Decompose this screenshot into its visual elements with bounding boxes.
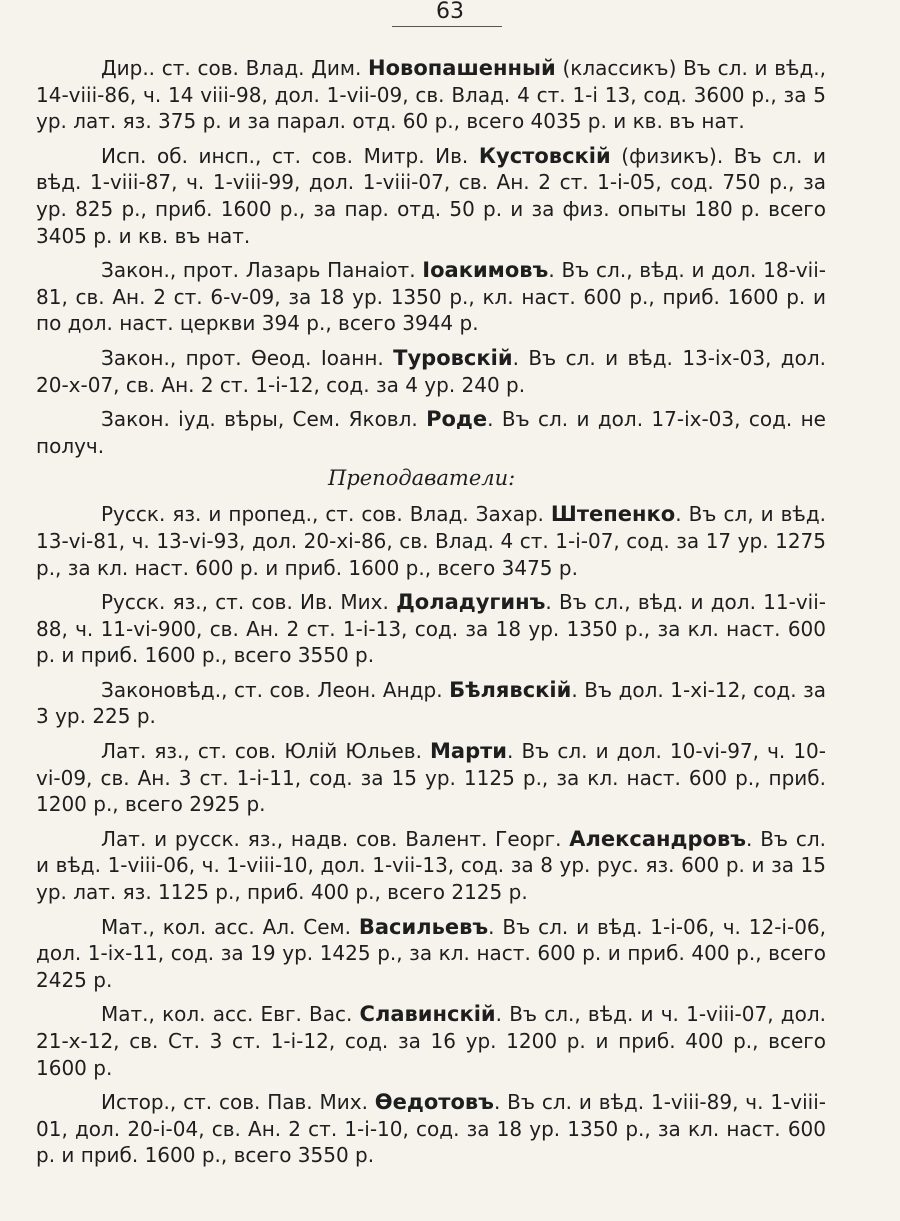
staff-entry xyxy=(36,345,826,398)
staff-surname: Кустовскій xyxy=(478,143,611,168)
entry-position-text: Мат., кол. асс. Ал. Сем. xyxy=(101,914,359,939)
staff-surname: Іоакимовъ xyxy=(422,258,549,283)
page-content xyxy=(36,55,826,1177)
entry-position-text: Законовѣд., ст. сов. Леон. Андр. xyxy=(101,677,450,702)
staff-surname: Туровскій xyxy=(393,345,513,370)
entry-position-text: Лат. и русск. яз., надв. сов. Валент. Георг. xyxy=(101,826,570,851)
entry-service-details: (физикъ). Въ сл. и вѣд. 1-viii-87, ч. 1-viii-99, дол. 1-viii-07, св. Ан. 2 ст. 1-i-05, сод. 750 р., за ур. 825 р., приб. 1600 р., за пар. отд. 50 р. и за физ. опыты 180 р. всего 3405 р. и кв. въ нат. xyxy=(36,143,827,248)
staff-entry xyxy=(36,257,826,337)
staff-entry xyxy=(36,143,826,249)
entries-after-section xyxy=(36,501,826,1169)
staff-surname: Славинскій xyxy=(359,1002,496,1027)
staff-entry xyxy=(36,826,826,906)
staff-entry xyxy=(36,406,826,459)
entry-service-details: . Въ сл. и вѣд. 1-viii-89, ч. 1-viii-01, дол. 20-i-04, св. Ан. 2 ст. 1-i-10, сод. за 18 ур. 1350 р., за кл. наст. 600 р. и приб. 1600 р., всего 3550 р. xyxy=(36,1090,826,1168)
entry-service-details: (классикъ) Въ сл. и вѣд., 14-viii-86, ч. 14 viii-98, дол. 1-vii-09, св. Влад. 4 ст. 1-i 13, сод. 3600 р., за 5 ур. лат. яз. 375 р. и за парал. отд. 60 р., всего 4035 р. и кв. въ нат. xyxy=(36,56,827,134)
entry-service-details: . Въ сл. и вѣд. 1-i-06, ч. 12-i-06, дол. 1-ix-11, сод. за 19 ур. 1425 р., за кл. наст. 600 р. и приб. 400 р., всего 2425 р. xyxy=(36,914,826,992)
staff-entry xyxy=(36,738,826,818)
page-number: 63 xyxy=(436,0,464,24)
entry-service-details: . Въ сл. и вѣд. 1-viii-06, ч. 1-viii-10, дол. 1-vii-13, сод. за 8 ур. рус. яз. 600 р. и за 15 ур. лат. яз. 1125 р., приб. 400 р., всего 2125 р. xyxy=(36,826,827,905)
staff-surname: Бѣлявскій xyxy=(449,677,572,702)
entry-service-details: . Въ сл. и дол. 10-vi-97, ч. 10-vi-09, св. Ан. 3 ст. 1-i-11, сод. за 15 ур. 1125 р., за кл. наст. 600 р., приб. 1200 р., всего 2925 р. xyxy=(36,739,826,817)
entry-position-text: Русск. яз. и пропед., ст. сов. Влад. Захар. xyxy=(101,502,551,527)
entry-position-text: Исп. об. инсп., ст. сов. Митр. Ив. xyxy=(101,143,479,168)
staff-surname: Доладугинъ xyxy=(396,590,546,615)
entry-position-text: Закон., прот. Өеод. Іоанн. xyxy=(101,345,394,370)
staff-entry xyxy=(36,677,826,730)
staff-entry xyxy=(36,1089,826,1169)
entry-service-details: . Въ дол. 1-xi-12, сод. за 3 ур. 225 р. xyxy=(36,677,826,729)
staff-surname: Роде xyxy=(426,407,488,432)
staff-surname: Новопашенный xyxy=(368,56,556,80)
staff-surname: Александровъ xyxy=(569,826,747,851)
entry-position-text: Лат. яз., ст. сов. Юлій Юльев. xyxy=(101,739,431,764)
staff-surname: Марти xyxy=(430,739,508,764)
entry-position-text: Дир.. ст. сов. Влад. Дим. xyxy=(101,56,369,80)
section-title: Преподаватели: xyxy=(328,466,516,491)
entry-position-text: Мат., кол. асс. Евг. Вас. xyxy=(101,1002,360,1027)
entries-before-section xyxy=(36,55,826,459)
staff-entry xyxy=(36,1001,826,1081)
entry-position-text: Истор., ст. сов. Пав. Мих. xyxy=(101,1090,375,1115)
entry-service-details: . Въ сл. и дол. 17-ix-03, сод. не получ. xyxy=(36,407,826,458)
entry-service-details: . Въ сл., вѣд. и ч. 1-viii-07, дол. 21-x-12, св. Ст. 3 ст. 1-i-12, сод. за 16 ур. 1200 р. и приб. 400 р., всего 1600 р. xyxy=(36,1002,826,1080)
staff-surname: Өедотовъ xyxy=(374,1090,494,1115)
header-rule xyxy=(392,26,502,27)
staff-entry xyxy=(36,589,826,669)
entry-service-details: . Въ сл. и вѣд. 13-ix-03, дол. 20-x-07, св. Ан. 2 ст. 1-i-12, сод. за 4 ур. 240 р. xyxy=(36,345,827,397)
staff-surname: Васильевъ xyxy=(358,914,489,939)
entry-service-details: . Въ сл., вѣд. и дол. 11-vii-88, ч. 11-vi-900, св. Ан. 2 ст. 1-i-13, сод. за 18 ур. 1350 р., за кл. наст. 600 р. и приб. 1600 р., всего 3550 р. xyxy=(36,590,826,668)
entry-service-details: . Въ сл., вѣд. и дол. 18-vii-81, св. Ан. 2 ст. 6-v-09, за 18 ур. 1350 р., кл. наст. 600 р., приб. 1600 р. и по дол. наст. церкви 394 р., всего 3944 р. xyxy=(36,258,826,336)
staff-entry xyxy=(36,501,826,581)
entry-position-text: Русск. яз., ст. сов. Ив. Мих. xyxy=(101,590,397,615)
entry-position-text: Закон. іуд. вѣры, Сем. Яковл. xyxy=(101,407,427,432)
staff-surname: Штепенко xyxy=(550,502,676,527)
entry-position-text: Закон., прот. Лазарь Панаіот. xyxy=(101,258,423,283)
entry-service-details: . Въ сл, и вѣд. 13-vi-81, ч. 13-vi-93, дол. 20-xi-86, св. Влад. 4 ст. 1-i-07, сод. за 17 ур. 1275 р., за кл. наст. 600 р. и приб. 1600 р., всего 3475 р. xyxy=(36,502,827,580)
staff-entry xyxy=(36,55,826,135)
staff-entry xyxy=(36,914,826,994)
